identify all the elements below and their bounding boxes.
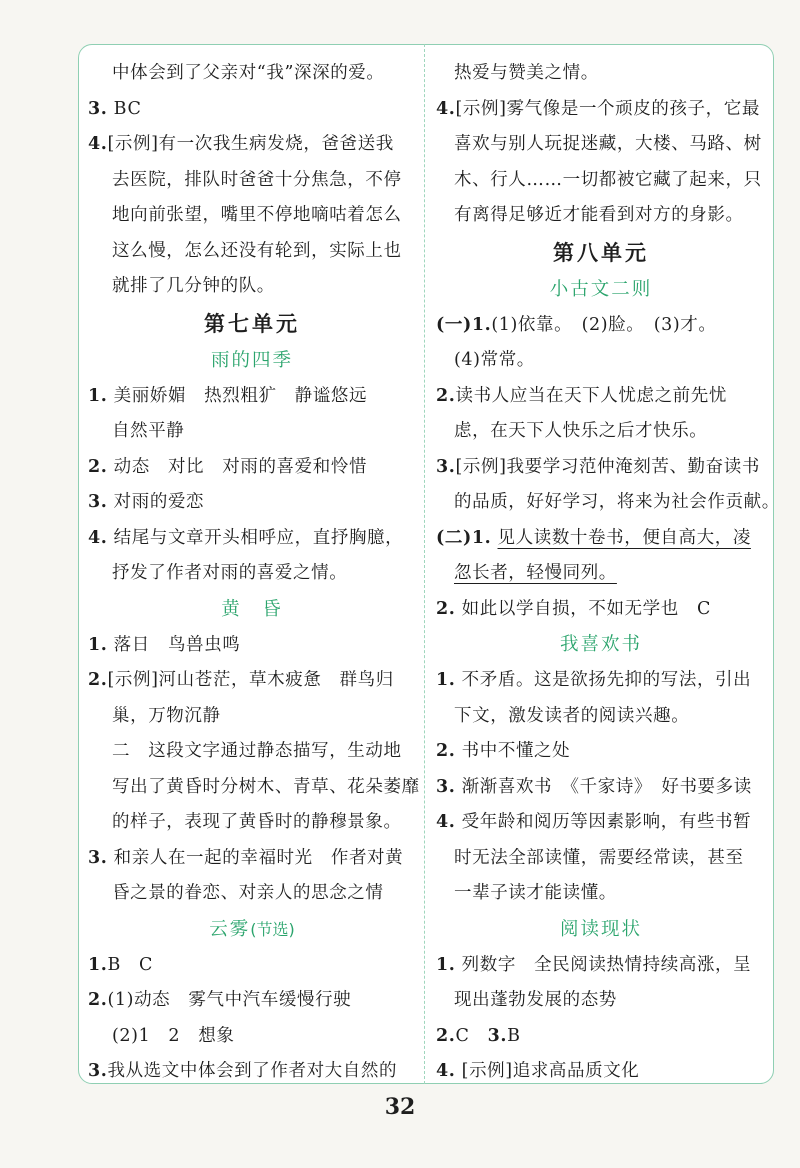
answer-item: 2.(1)动态 雾气中汽车缓慢行驶 [88,990,352,1010]
unit-title: 第八单元 [553,240,649,265]
answer-item: 4.[示例]雾气像是一个顽皮的孩子，它最 [436,98,760,119]
answer-line: 自然平静 [112,421,185,441]
answer-item: 1. 不矛盾。这是欲扬先抑的写法，引出 [436,670,752,690]
answer-item: 3. 对雨的爱恋 [88,492,205,512]
answer-item: 1.B C [88,954,154,975]
answer-line: 忽长者，轻慢同列。 [454,563,617,583]
answer-item: 3.我从选文中体会到了作者对大自然的 [88,1061,398,1081]
answer-item: 2. 书中不懂之处 [436,741,571,761]
section-title: 云雾(节选) [209,918,295,940]
answer-item: 3. BC [88,98,142,119]
answer-item: 1. 美丽娇媚 热烈粗犷 静谧悠远 [88,385,368,406]
answer-item: 2. 动态 对比 对雨的喜爱和怜惜 [88,456,368,477]
left-column [88,56,420,1090]
answer-line: (2)1 2 想象 [112,1025,235,1046]
right-column [436,56,780,1090]
section-title: 黄 昏 [221,598,283,620]
answer-item: 2. 如此以学自损，不如无学也 C [436,598,711,619]
answer-item: 3.[示例]我要学习范仲淹刻苦、勤奋读书 [436,456,760,477]
answer-line: 写出了黄昏时分树木、青草、花朵萎靡 [112,776,420,797]
answer-item: 4. 受年龄和阅历等因素影响，有些书暂 [436,812,752,832]
answer-line: 有离得足够近才能看到对方的身影。 [454,205,744,225]
answer-line: 一辈子读才能读懂。 [454,883,617,903]
answer-item: 2.C 3.B [436,1025,521,1046]
answer-item: 1. 列数字 全民阅读热情持续高涨，呈 [436,954,752,975]
answer-line: 就排了几分钟的队。 [112,276,275,296]
answer-item: 2.[示例]河山苍茫，草木疲惫 群鸟归 [88,670,394,690]
answer-line: 这么慢，怎么还没有轮到，实际上也 [112,240,402,261]
answer-line: 地向前张望，嘴里不停地嘀咕着怎么 [112,205,402,225]
answer-item: 3. 和亲人在一起的幸福时光 作者对黄 [88,847,404,868]
answer-line: 虑，在天下人快乐之后才快乐。 [454,421,708,441]
section-title: 雨的四季 [210,349,293,371]
answer-item: 4. 结尾与文章开头相呼应，直抒胸臆， [88,527,404,548]
answer-line: 的样子，表现了黄昏时的静穆景象。 [112,812,402,832]
answer-line: 去医院，排队时爸爸十分焦急，不停 [112,169,402,190]
column-divider [424,44,425,1084]
answer-line: 的品质，好好学习，将来为社会作贡献。 [454,492,780,512]
answer-line: 现出蓬勃发展的态势 [454,990,617,1010]
answer-line: 昏之景的眷恋、对亲人的思念之情 [112,883,384,903]
section-title: 阅读现状 [559,918,642,940]
answer-line: 抒发了作者对雨的喜爱之情。 [112,563,348,583]
answer-line: 热爱与赞美之情。 [454,63,599,83]
answer-line: 下文，激发读者的阅读兴趣。 [454,705,690,726]
answer-item: (二)1. 见人读数十卷书，便自高大，凌 [436,527,751,548]
answer-line: 二 这段文字通过静态描写，生动地 [112,741,402,761]
answer-item: 4.[示例]有一次我生病发烧，爸爸送我 [88,134,394,154]
section-title: 我喜欢书 [559,634,642,655]
answer-line: 时无法全部读懂，需要经常读，甚至 [454,847,744,868]
answer-line: 中体会到了父亲对“我”深深的爱。 [112,63,385,83]
answer-item: 1. 落日 鸟兽虫鸣 [88,634,241,655]
answer-line: 喜欢与别人玩捉迷藏，大楼、马路、树 [454,134,762,154]
answer-item: (一)1.(1)依靠。 (2)脸。 (3)才。 [436,314,717,335]
section-title: 小古文二则 [549,278,653,300]
answer-item: 2.读书人应当在天下人忧虑之前先忧 [436,385,727,406]
unit-title: 第七单元 [204,311,300,336]
answer-line: 巢，万物沉静 [112,705,221,726]
answer-item: 4. [示例]追求高品质文化 [436,1061,640,1081]
page-number: 32 [384,1094,416,1120]
answer-line: 木、行人……一切都被它藏了起来，只 [454,169,762,190]
answer-item: 3. 渐渐喜欢书 《千家诗》 好书要多读 [436,776,752,797]
answer-line: (4)常常。 [454,350,535,370]
